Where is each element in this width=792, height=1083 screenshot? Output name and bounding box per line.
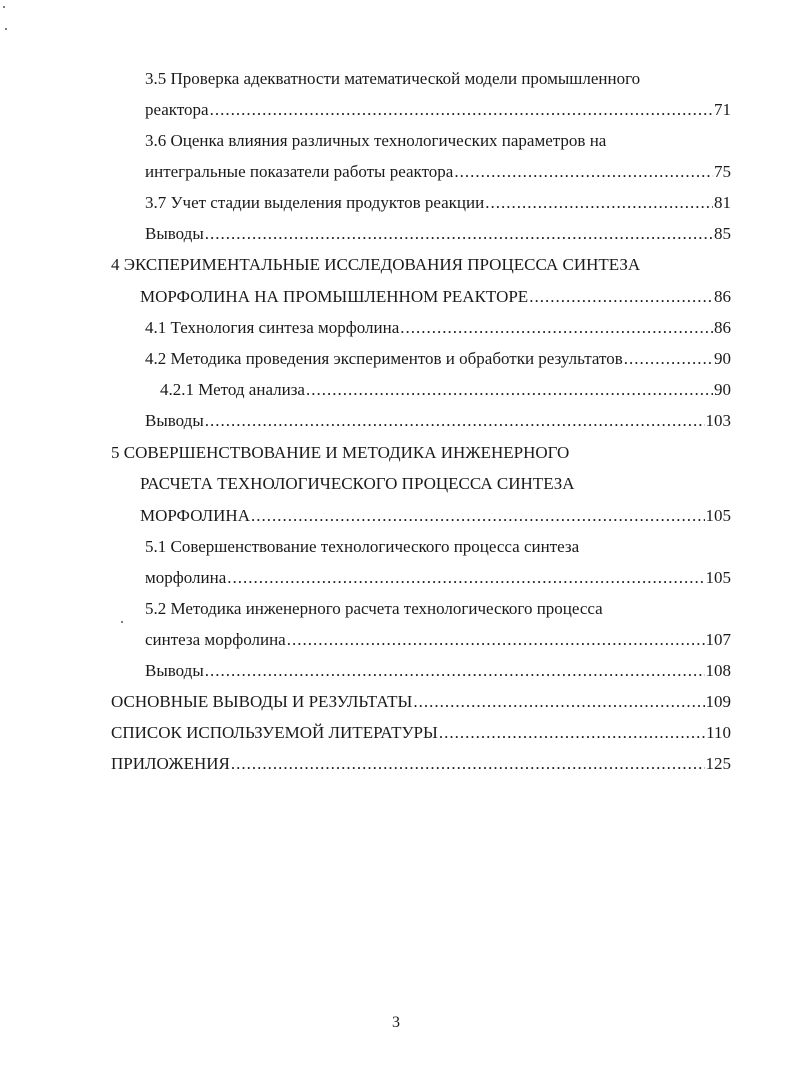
toc-entry-conclusions-3: [145, 222, 731, 246]
leader-dots: [485, 191, 713, 215]
leader-dots: [306, 378, 713, 402]
leader-dots: [454, 160, 713, 184]
toc-entry-ch5: [140, 504, 731, 528]
leader-dots: [210, 98, 713, 122]
toc-entry-title: Выводы: [145, 661, 204, 680]
toc-entry-conclusions-4: [145, 409, 731, 433]
toc-entry-page: 90: [714, 349, 731, 368]
toc-entry-title: синтеза морфолина: [145, 630, 286, 649]
toc-entry-page: 110: [706, 723, 731, 742]
toc-entry-4-2-1: [160, 378, 731, 402]
toc-entry-references: [111, 721, 731, 745]
toc-entry-page: 81: [714, 193, 731, 212]
toc-entry-title: 4.2 Методика проведения экспериментов и обработки результатов: [145, 349, 623, 368]
toc-entry-title: МОРФОЛИНА НА ПРОМЫШЛЕННОМ РЕАКТОРЕ: [140, 287, 529, 306]
toc-ch4-line1: 4 ЭКСПЕРИМЕНТАЛЬНЫЕ ИССЛЕДОВАНИЯ ПРОЦЕССА СИНТЕЗА: [111, 255, 641, 274]
toc-entry-5-1: [145, 566, 731, 590]
scan-speck: [121, 621, 123, 623]
toc-entry-page: 109: [705, 692, 731, 711]
toc-entry-conclusions-5: [145, 659, 731, 683]
toc-entry-3-7: [145, 191, 731, 215]
toc-entry-4-2: [145, 347, 731, 371]
toc-entry-3-5: [145, 98, 731, 122]
toc-entry-title: СПИСОК ИСПОЛЬЗУЕМОЙ ЛИТЕРАТУРЫ: [111, 723, 438, 742]
toc-entry-3-6: [145, 160, 731, 184]
toc-entry-page: 103: [705, 411, 731, 430]
leader-dots: [227, 566, 704, 590]
toc-3-5-line1: 3.5 Проверка адекватности математической модели промышленного: [145, 69, 641, 88]
leader-dots: [205, 409, 705, 433]
toc-entry-page: 125: [705, 754, 731, 773]
leader-dots: [413, 690, 704, 714]
toc-3-6-line1: 3.6 Оценка влияния различных технологических параметров на: [145, 131, 607, 150]
toc-entry-ch4: [140, 285, 731, 309]
toc-entry-title: Выводы: [145, 224, 204, 243]
toc-entry-title: реактора: [145, 100, 209, 119]
toc-entry-page: 86: [714, 287, 731, 306]
toc-entry-title: ОСНОВНЫЕ ВЫВОДЫ И РЕЗУЛЬТАТЫ: [111, 692, 413, 711]
toc-entry-page: 105: [705, 506, 731, 525]
leader-dots: [287, 628, 705, 652]
toc-entry-page: 75: [714, 162, 731, 181]
toc-ch5-line1: 5 СОВЕРШЕНСТВОВАНИЕ И МЕТОДИКА ИНЖЕНЕРНОГО: [111, 443, 570, 462]
leader-dots: [439, 721, 705, 745]
leader-dots: [529, 285, 713, 309]
toc-entry-title: 3.7 Учет стадии выделения продуктов реакции: [145, 193, 485, 212]
leader-dots: [205, 222, 713, 246]
toc-5-2-line1: 5.2 Методика инженерного расчета технологического процесса: [145, 599, 603, 618]
toc-entry-4-1: [145, 316, 731, 340]
toc-entry-5-2: [145, 628, 731, 652]
toc-ch5-line2: РАСЧЕТА ТЕХНОЛОГИЧЕСКОГО ПРОЦЕССА СИНТЕЗА: [140, 474, 575, 493]
toc-entry-appendices: [111, 752, 731, 776]
toc-entry-page: 108: [705, 661, 731, 680]
toc-5-1-line1: 5.1 Совершенствование технологического процесса синтеза: [145, 537, 580, 556]
toc-entry-title: 4.2.1 Метод анализа: [160, 380, 305, 399]
toc-entry-title: МОРФОЛИНА: [140, 506, 250, 525]
leader-dots: [400, 316, 713, 340]
toc-entry-title: ПРИЛОЖЕНИЯ: [111, 754, 230, 773]
leader-dots: [205, 659, 705, 683]
toc-entry-title: морфолина: [145, 568, 227, 587]
scan-speck: [5, 28, 7, 30]
leader-dots: [251, 504, 705, 528]
toc-entry-main-conclusions: [111, 690, 731, 714]
page-number: 3: [392, 1014, 400, 1031]
leader-dots: [231, 752, 705, 776]
toc-entry-page: 86: [714, 318, 731, 337]
toc-entry-page: 90: [714, 380, 731, 399]
toc-entry-page: 71: [714, 100, 731, 119]
toc-entry-page: 85: [714, 224, 731, 243]
scan-speck: [3, 6, 5, 8]
toc-entry-title: интегральные показатели работы реактора: [145, 162, 454, 181]
toc-entry-title: 4.1 Технология синтеза морфолина: [145, 318, 400, 337]
toc-entry-page: 105: [705, 568, 731, 587]
toc-entry-page: 107: [705, 630, 731, 649]
toc-entry-title: Выводы: [145, 411, 204, 430]
leader-dots: [624, 347, 713, 371]
